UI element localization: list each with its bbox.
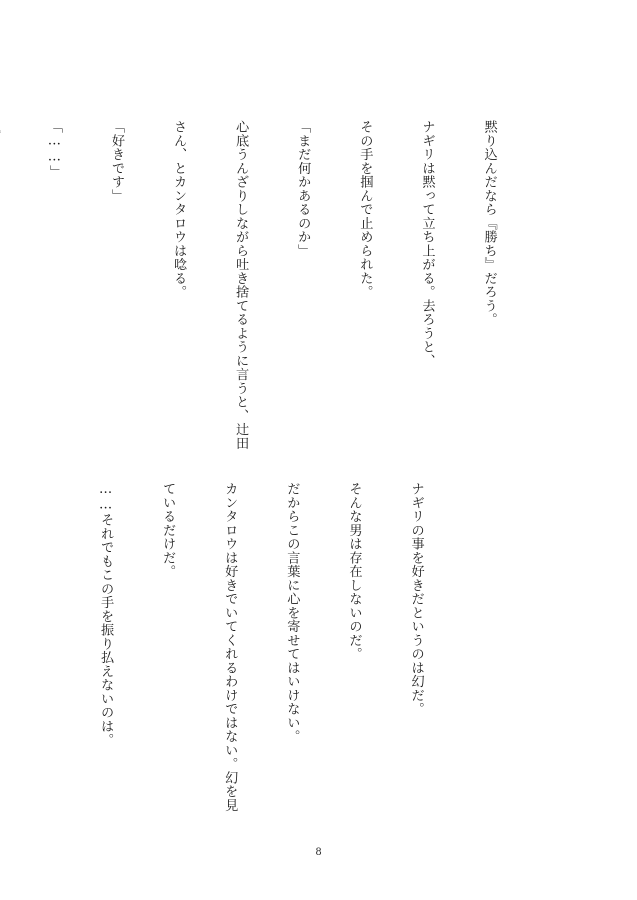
text-line: ナギリの事を好きだというのは幻だ。 <box>408 482 424 716</box>
text-line: ……それでもこの手を振り払えないのは。 <box>98 482 114 747</box>
page-number: 8 <box>315 847 322 858</box>
text-line: 黙り込んだなら『勝ち』だろう。 <box>481 120 497 327</box>
text-line: だからこの言葉に心を寄せてはいけない。 <box>284 482 300 744</box>
text-line: ているだけだ。 <box>160 482 176 579</box>
text-block-bottom <box>53 482 467 812</box>
text-line: 「まだ何かあるのか」 <box>295 120 311 258</box>
text-line: 「……」 <box>46 120 62 179</box>
text-line: そんな男は存在しないのだ。 <box>346 482 362 661</box>
text-line: 心底うんざりしながら吐き捨てるように言うと、辻田 <box>233 120 249 450</box>
text-line: ナギリは黙って立ち上がる。去ろうと、 <box>419 120 435 368</box>
text-block-top <box>0 120 540 450</box>
text-line: その手を掴んで止められた。 <box>357 120 373 299</box>
text-line: カンタロウは好きでいてくれるわけではない。幻を見 <box>222 482 238 812</box>
text-line: 「好きです」 <box>108 120 124 203</box>
text-line: さん、とカンタロウは唸る。 <box>171 120 187 299</box>
text-line <box>0 120 2 440</box>
